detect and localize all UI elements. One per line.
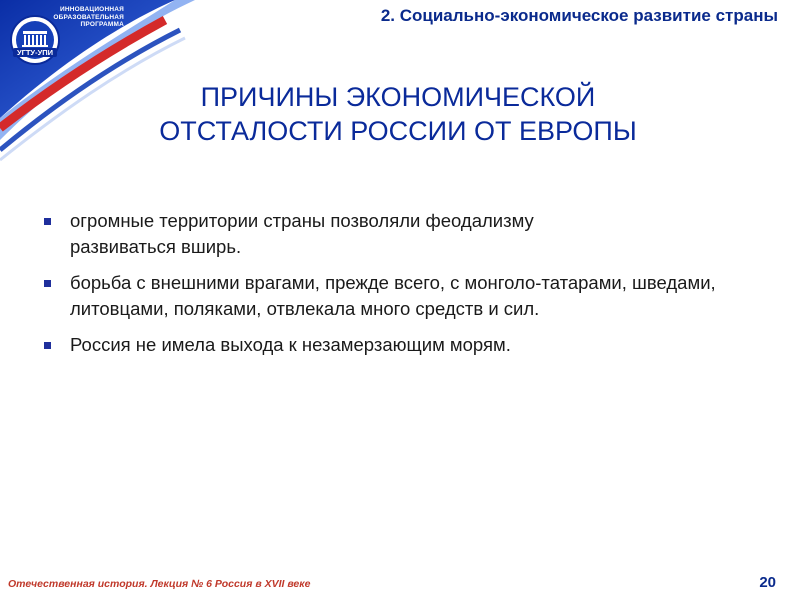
bullet-item — [42, 208, 642, 260]
bullet-text: борьба с внешними врагами, прежде всего, с монголо-татарами, шведами, литовцами, поляками, отвлекала много средств и сил. — [70, 272, 716, 319]
bullet-item — [42, 332, 762, 358]
slide-title — [0, 80, 796, 148]
bullet-square-icon — [44, 280, 51, 287]
slide-title-line-2: ОТСТАЛОСТИ РОССИИ ОТ ЕВРОПЫ — [159, 116, 637, 146]
section-title: 2. Социально-экономическое развитие страны — [380, 6, 778, 25]
bullet-text: огромные территории страны позволяли феодализму развиваться вширь. — [70, 210, 534, 257]
slide-title-line-1: ПРИЧИНЫ ЭКОНОМИЧЕСКОЙ — [200, 82, 596, 112]
logo-abbr: УГТУ-УПИ — [16, 48, 54, 57]
bullet-square-icon — [44, 342, 51, 349]
logo-line-3: ПРОГРАММА — [80, 21, 124, 28]
logo-text — [44, 6, 124, 29]
logo-line-1: ИННОВАЦИОННАЯ — [59, 6, 124, 13]
logo-line-2: ОБРАЗОВАТЕЛЬНАЯ — [53, 13, 124, 21]
bullet-item — [42, 270, 762, 322]
page-number: 20 — [759, 574, 776, 591]
bullet-square-icon — [44, 218, 51, 225]
bullet-list — [42, 208, 762, 368]
footer-course-title: Отечественная история. Лекция № 6 Россия в XVII веке — [8, 578, 311, 590]
bullet-text: Россия не имела выхода к незамерзающим морям. — [70, 334, 511, 355]
